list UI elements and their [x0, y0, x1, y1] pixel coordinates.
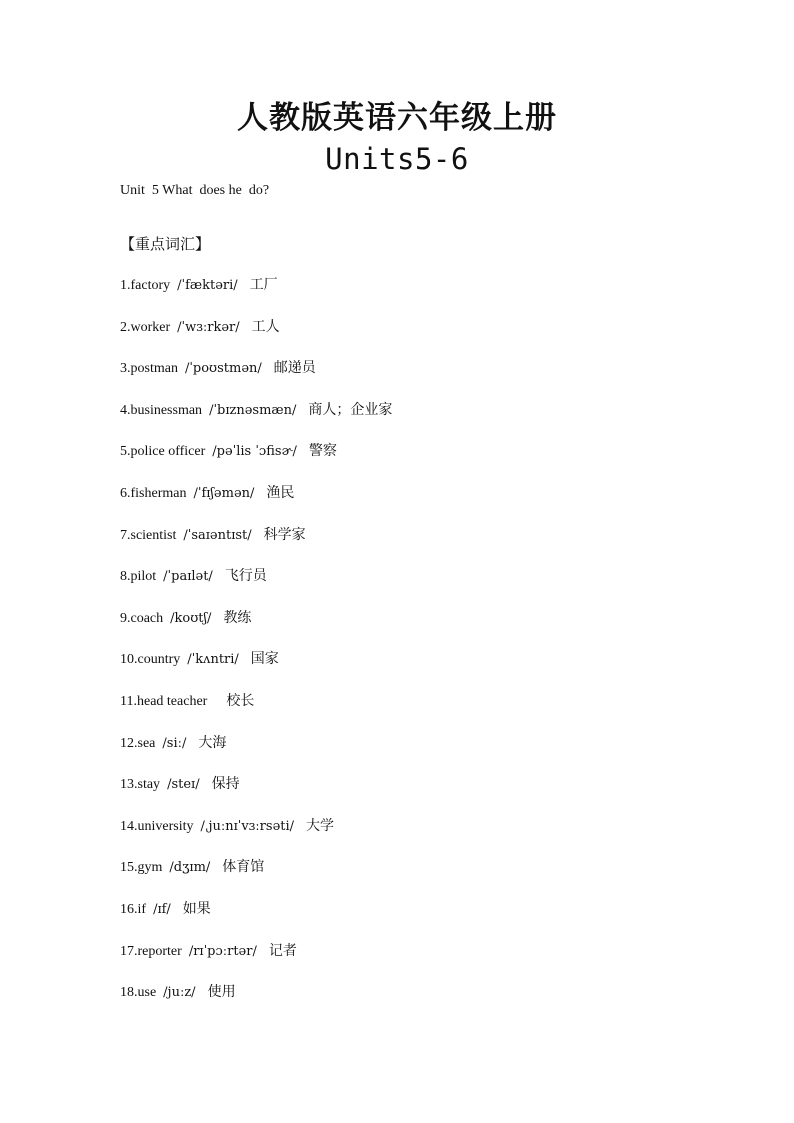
vocab-ipa: /pəˈlis ˈɔfisɚ/	[212, 444, 297, 460]
vocab-item	[120, 775, 740, 817]
vocab-meaning: 科学家	[263, 526, 306, 543]
vocab-ipa: /ˈkʌntri/	[187, 652, 239, 668]
vocab-meaning: 如果	[182, 900, 211, 917]
vocab-word: 17.reporter	[120, 943, 182, 959]
vocab-item	[120, 650, 740, 692]
vocab-word: 14.university	[120, 818, 194, 834]
vocab-ipa: /ˌjuːnɪˈvɜːrsəti/	[200, 818, 295, 834]
vocab-ipa: /ɪf/	[153, 901, 171, 917]
vocab-meaning: 体育馆	[222, 859, 265, 876]
vocab-meaning: 商人；企业家	[308, 401, 393, 418]
vocab-ipa: /siː/	[162, 735, 187, 751]
vocab-item	[120, 983, 740, 1025]
unit-heading: Unit 5 What does he do?	[120, 183, 270, 198]
vocab-item	[120, 858, 740, 900]
vocab-item	[120, 276, 740, 318]
vocab-word: 8.pilot	[120, 569, 157, 585]
vocab-list	[120, 276, 740, 1025]
vocab-ipa: /ˈsaɪəntɪst/	[183, 527, 252, 543]
vocab-item	[120, 442, 740, 484]
vocab-ipa: /juːz/	[163, 985, 196, 1001]
vocab-item	[120, 817, 740, 859]
vocab-meaning: 使用	[207, 984, 236, 1001]
vocab-word: 4.businessman	[120, 402, 203, 418]
vocab-ipa: /ˈbɪznəsmæn/	[209, 402, 297, 418]
vocab-meaning: 记者	[268, 942, 297, 959]
page-subtitle: Units5-6	[325, 142, 469, 176]
vocab-item	[120, 692, 740, 734]
vocab-word: 11.head teacher	[120, 693, 208, 709]
vocab-word: 18.use	[120, 985, 157, 1001]
vocab-meaning: 渔民	[266, 484, 295, 501]
vocab-word: 9.coach	[120, 610, 164, 626]
vocab-item	[120, 734, 740, 776]
section-heading: 【重点词汇】	[120, 235, 211, 253]
vocab-meaning: 大海	[198, 734, 227, 751]
vocab-meaning: 飞行员	[224, 568, 267, 585]
vocab-meaning: 工人	[251, 318, 280, 335]
vocab-word: 13.stay	[120, 777, 161, 793]
vocab-meaning: 大学	[306, 817, 335, 834]
vocab-item	[120, 900, 740, 942]
vocab-word: 12.sea	[120, 735, 156, 751]
vocab-meaning: 工厂	[249, 277, 278, 293]
vocab-word: 15.gym	[120, 860, 163, 876]
vocab-meaning: 邮递员	[273, 360, 316, 377]
vocab-word: 7.scientist	[120, 527, 177, 543]
vocab-meaning: 教练	[223, 609, 252, 626]
vocab-ipa: /ˈwɜːrkər/	[177, 319, 240, 335]
vocab-ipa: /ˈfɪʃəmən/	[193, 485, 255, 501]
vocab-ipa: /rɪˈpɔːrtər/	[188, 943, 257, 959]
vocab-ipa: /ˈpoʊstmən/	[184, 361, 262, 377]
vocab-word: 10.country	[120, 652, 181, 668]
vocab-item	[120, 484, 740, 526]
vocab-meaning: 保持	[211, 776, 240, 793]
vocab-word: 6.fisherman	[120, 485, 187, 501]
vocab-item	[120, 609, 740, 651]
vocab-meaning: 校长	[226, 692, 255, 709]
vocab-meaning: 警察	[308, 443, 337, 460]
vocab-ipa: /koʊtʃ/	[170, 610, 212, 626]
vocab-word: 1.factory	[120, 278, 171, 293]
vocab-item	[120, 318, 740, 360]
vocab-item	[120, 942, 740, 984]
vocab-item	[120, 526, 740, 568]
vocab-ipa: /ˈpaɪlət/	[163, 569, 213, 585]
vocab-item	[120, 401, 740, 443]
vocab-ipa: /steɪ/	[167, 777, 200, 793]
vocab-word: 3.postman	[120, 361, 178, 377]
vocab-item	[120, 567, 740, 609]
page-title: 人教版英语六年级上册	[237, 100, 557, 136]
vocab-word: 16.if	[120, 901, 147, 917]
vocab-meaning: 国家	[250, 651, 279, 668]
vocab-ipa: /dʒɪm/	[169, 860, 211, 876]
vocab-word: 2.worker	[120, 319, 171, 335]
vocab-item	[120, 359, 740, 401]
vocab-ipa: /ˈfæktəri/	[177, 278, 238, 293]
vocab-word: 5.police officer	[120, 444, 206, 460]
